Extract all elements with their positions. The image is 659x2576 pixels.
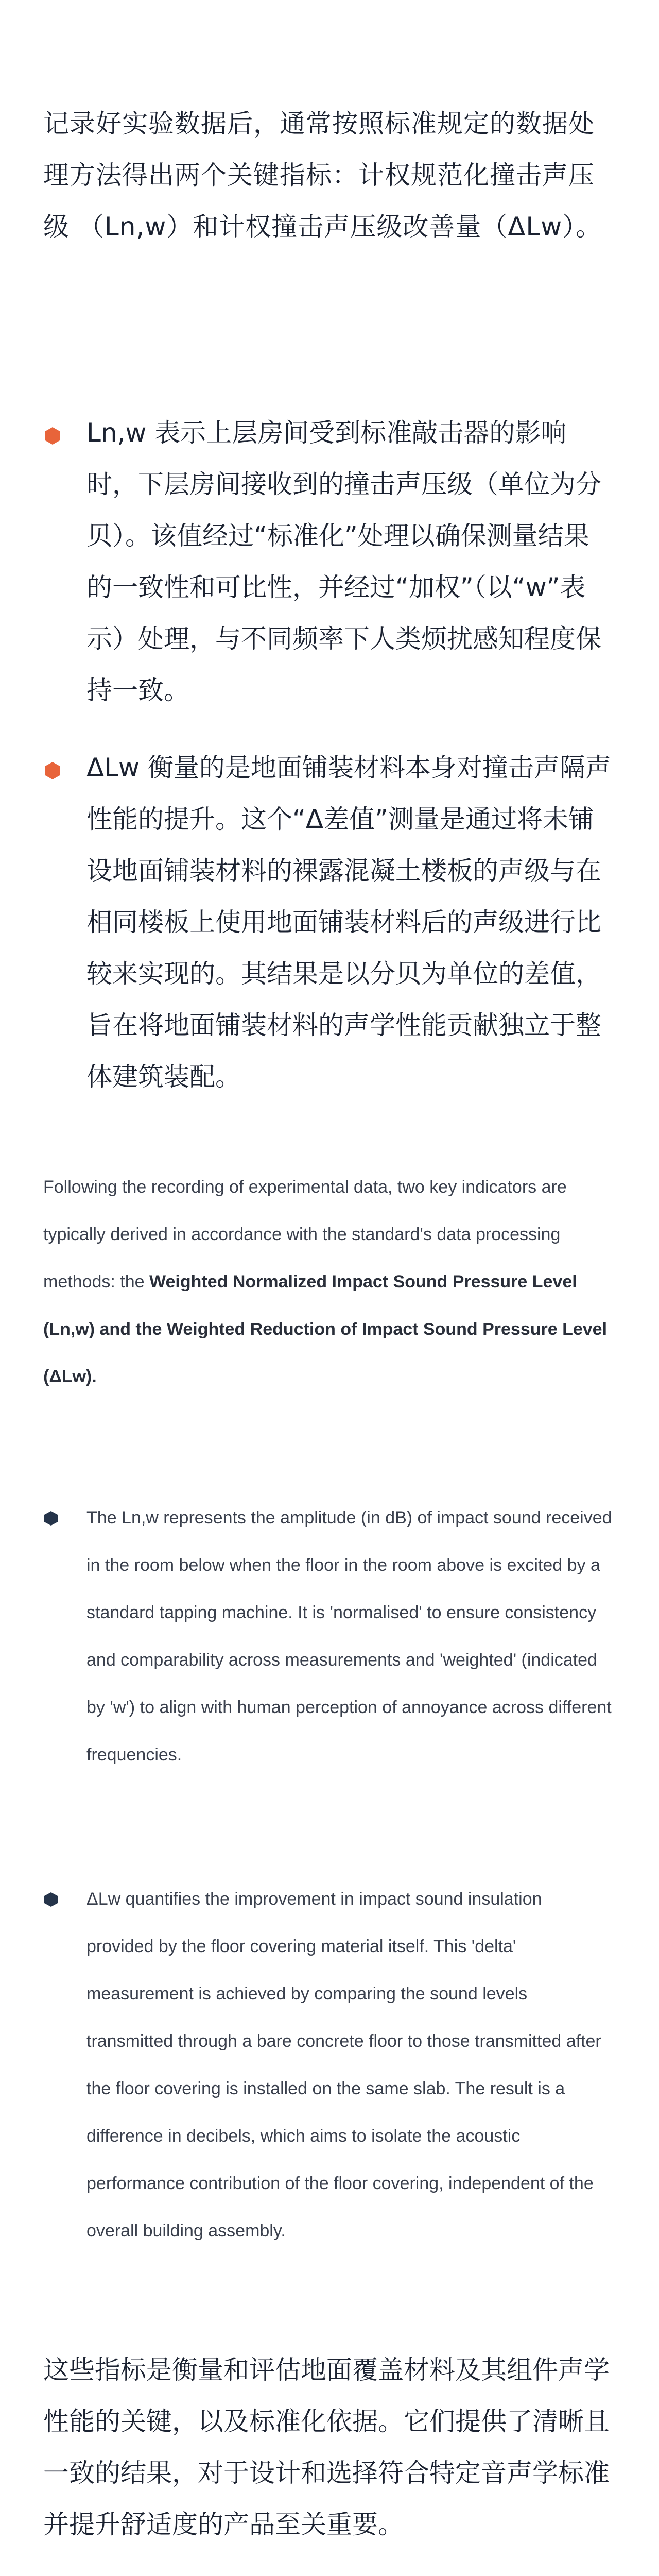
cn-conclusion-paragraph: 这些指标是衡量和评估地面覆盖材料及其组件声学性能的关键，以及标准化依据。它们提供了清晰且一致的结果，对于设计和选择符合特定音声学标准并提升舒适度的产品至关重要。 bbox=[43, 2355, 610, 2539]
en-bullet-text: The Ln,w represents the amplitude (in dB) of impact sound received in the room below when the floor in the room above is excited by a standard tapping machine. It is 'normalised' to ensure consistency and comparability across measurements and 'weighted' (indicated by 'w') to align with human perception of annoyance across different frequencies. bbox=[86, 1508, 612, 1765]
en-bullet-text: ΔLw quantifies the improvement in impact sound insulation provided by the floor covering material itself. This 'delta' measurement is achieved by comparing the sound levels transmitted through a bare concrete floor to those transmitted after the floor covering is installed on the same slab. The result is a difference in decibels, which aims to isolate the acoustic performance contribution of the floor covering, independent of the overall building assembly. bbox=[86, 1889, 601, 2241]
hexagon-bullet-icon bbox=[43, 1892, 59, 1907]
en-intro-strong-text: Weighted Normalized Impact Sound Pressure Level (Ln,w) and the Weighted Reduction of Impact Sound Pressure Level (ΔLw). bbox=[43, 1272, 608, 1386]
cn-bullet-text: ΔLw 衡量的是地面铺装材料本身对撞击声隔声性能的提升。这个“Δ差值”测量是通过将未铺设地面铺装材料的裸露混凝土楼板的声级与在相同楼板上使用地面铺装材料后的声级进行比较来实现的。其结果是以分贝为单位的差值，旨在将地面铺装材料的声学性能贡献独立于整体建筑装配。 bbox=[86, 753, 611, 1092]
hexagon-bullet-icon bbox=[43, 761, 62, 780]
hexagon-bullet-icon bbox=[43, 427, 62, 445]
en-intro-text: Following the recording of experimental data, two key indicators are typically derived in accordance with the standard's data processing methods: the bbox=[43, 1177, 567, 1292]
cn-bullet-text: Ln,w 表示上层房间受到标准敲击器的影响时，下层房间接收到的撞击声压级（单位为分贝）。该值经过“标准化”处理以确保测量结果的一致性和可比性，并经过“加权”（以“w”表示）处理，与不同频率下人类烦扰感知程度保持一致。 bbox=[86, 418, 601, 705]
cn-intro-paragraph: 记录好实验数据后，通常按照标准规定的数据处理方法得出两个关键指标：计权规范化撞击声压级 （Ln,w）和计权撞击声压级改善量（ΔLw）。 bbox=[43, 109, 602, 242]
hexagon-bullet-icon bbox=[43, 1511, 59, 1526]
en-intro-paragraph bbox=[43, 1163, 614, 1400]
